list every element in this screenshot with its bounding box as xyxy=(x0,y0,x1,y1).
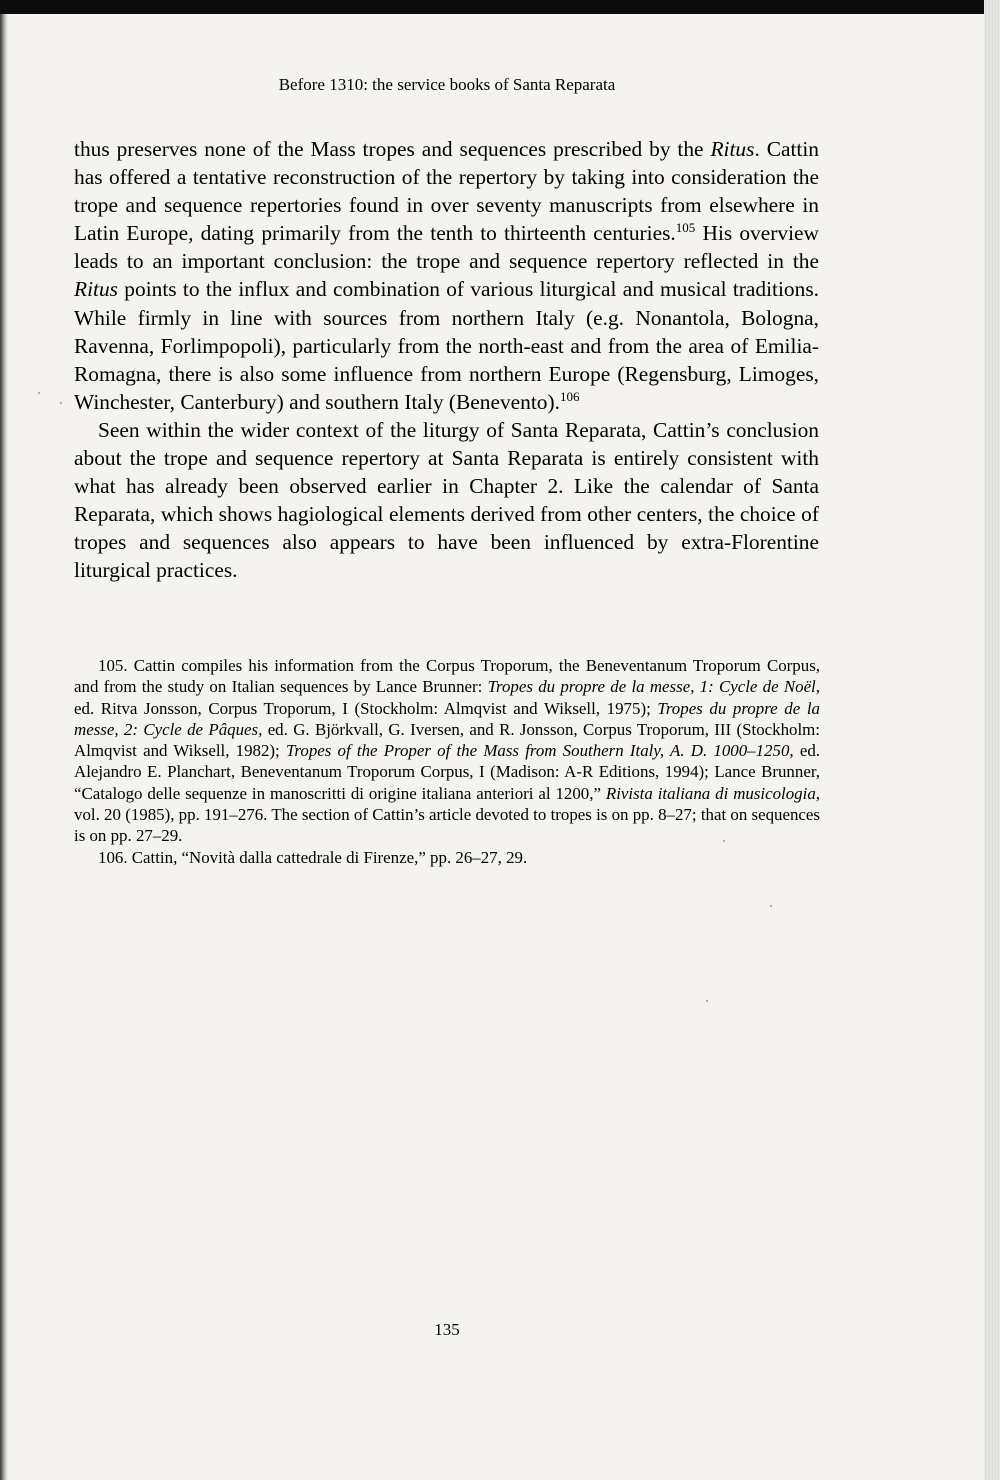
footnote-ref-106: 106 xyxy=(559,388,580,404)
paragraph-1 xyxy=(74,135,819,416)
fn105-title-1: Tropes du propre de la messe, 1: Cycle de Noël xyxy=(487,677,816,697)
p1-ritus-2: Ritus xyxy=(74,277,118,302)
p1-text-a: thus preserves none of the Mass tropes and sequences prescribed by the xyxy=(74,137,711,161)
scan-speck xyxy=(60,402,62,404)
fn105-journal: Rivista italiana di musicologia xyxy=(605,783,816,803)
scan-speck xyxy=(38,392,40,394)
scan-speck xyxy=(706,1000,708,1002)
running-head: Before 1310: the service books of Santa Reparata xyxy=(278,75,616,94)
footnote-106: 106. Cattin, “Novità dalla cattedrale di Firenze,” pp. 26–27, 29. xyxy=(98,847,528,867)
page-edges xyxy=(984,0,1000,1480)
fn105-title-2: Tropes du propre de la messe, 2: Cycle de Pâques xyxy=(74,698,820,739)
gutter-shadow xyxy=(0,14,8,1480)
fn105-a: 105. Cattin compiles his information from the Corpus Troporum, the Beneventanum Troporum Corpus, and from the study on Italian sequences by Lance Brunner: xyxy=(74,656,820,697)
paragraph-2: Seen within the wider context of the liturgy of Santa Reparata, Cattin’s conclusion about the trope and sequence repertory at Santa Reparata is entirely consistent with what has already been observed earlier in Chapter 2. Like the calendar of Santa Reparata, which shows hagiological elements derived from other centers, the choice of tropes and sequences also appears to have been influenced by extra-Florentine liturgical practices. xyxy=(74,417,819,583)
footnote-105 xyxy=(74,655,820,847)
fn105-c: , ed. Ritva Jonsson, Corpus Troporum, I (Stockholm: Almqvist and Wiksell, 1975); xyxy=(74,677,820,718)
scan-speck xyxy=(770,905,772,907)
fn105-i: , vol. 20 (1985), pp. 191–276. The section of Cattin’s article devoted to tropes is on pp. 8–27; that on sequences is on pp. 27–29. xyxy=(74,783,820,846)
main-text xyxy=(74,135,819,585)
p1-text-c: . Cattin has offered a tentative reconstruction of the repertory by taking into consideration the trope and sequence repertories found in over seventy manuscripts from elsewhere in Latin Europe, dating primarily from the tenth to thirteenth centuries. xyxy=(74,137,819,246)
footnotes xyxy=(74,655,820,868)
page-number: 135 xyxy=(434,1320,460,1339)
p1-ritus-1: Ritus xyxy=(710,137,755,161)
p1-text-d: His overview leads to an important conclusion: the trope and sequence repertory reflected in the xyxy=(74,221,820,274)
fn105-g: , ed. Alejandro E. Planchart, Beneventanum Troporum Corpus, I (Madison: A-R Editions, 1994); Lance Brunner, “Catalogo delle sequenze in manoscritti di origine italiana anteriori al 1200,” xyxy=(74,741,820,803)
footnote-ref-105: 105 xyxy=(675,220,696,236)
fn105-title-3: Tropes of the Proper of the Mass from Southern Italy, A. D. 1000–1250 xyxy=(285,741,790,761)
p1-text-f: points to the influx and combination of various liturgical and musical traditions. While firmly in line with sources from northern Italy (e.g. Nonantola, Bologna, Ravenna, Forlimpopoli), particularly from the north-east and from the area of Emilia-Romagna, there is also some influence from northern Europe (Regensburg, Limoges, Winchester, Canterbury) and southern Italy (Benevento). xyxy=(74,277,819,414)
scan-speck xyxy=(723,840,725,842)
fn105-e: , ed. G. Björkvall, G. Iversen, and R. Jonsson, Corpus Troporum, III (Stockholm: Almqvist and Wiksell, 1982); xyxy=(74,719,821,761)
